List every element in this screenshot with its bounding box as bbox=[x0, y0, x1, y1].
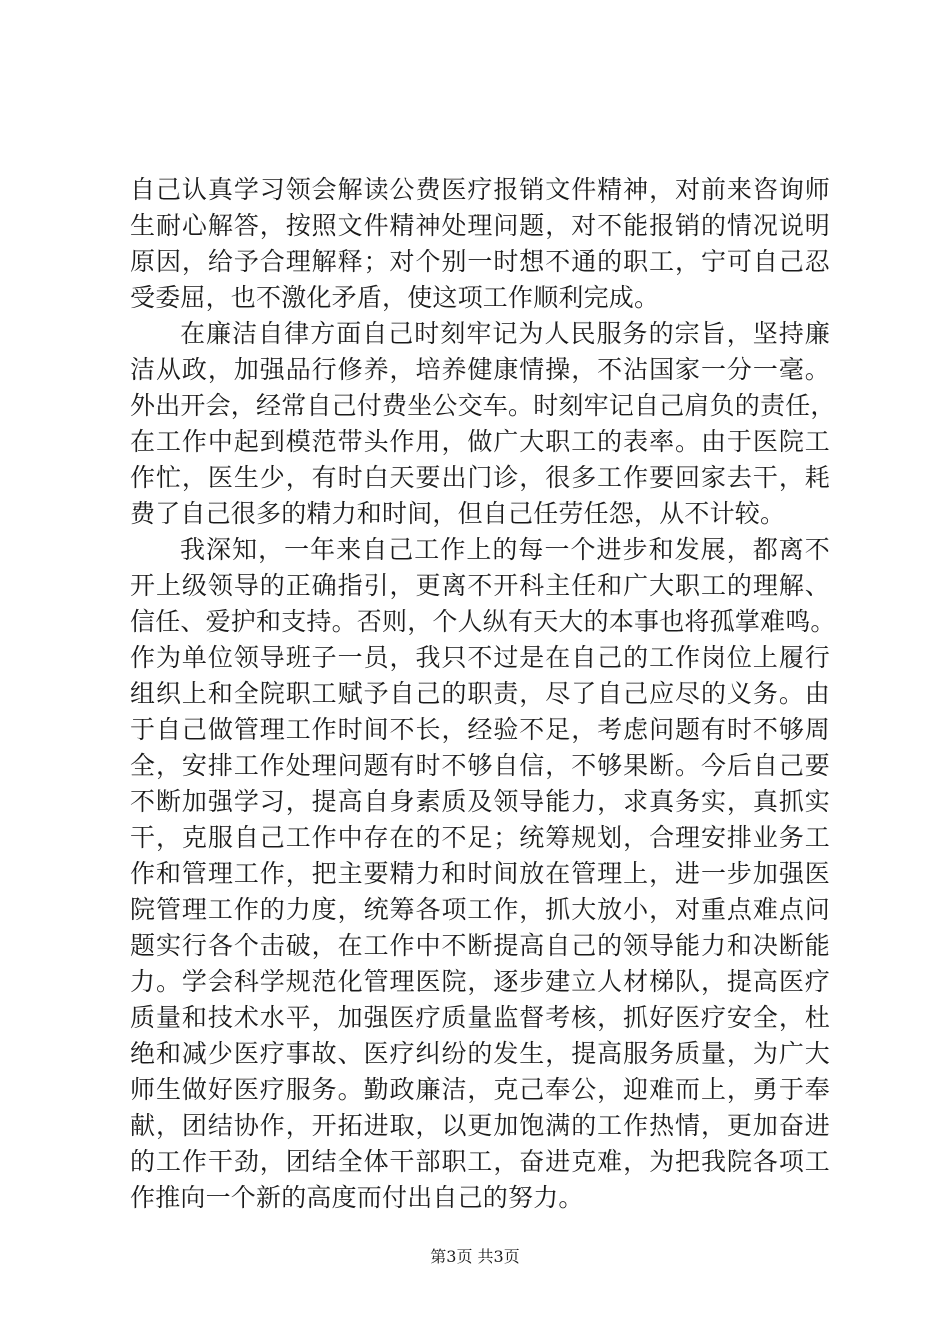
text-line: 洁从政，加强品行修养，培养健康情操，不沾国家一分一毫。 bbox=[130, 355, 830, 384]
text-line: 原因，给予合理解释；对个别一时想不通的职工，宁可自己忍 bbox=[130, 247, 830, 276]
text-line: 外出开会，经常自己付费坐公交车。时刻牢记自己肩负的责任， bbox=[130, 391, 836, 420]
text-line: 献，团结协作，开拓进取，以更加饱满的工作热情，更加奋进 bbox=[130, 1111, 830, 1140]
text-line: 干，克服自己工作中存在的不足；统筹规划，合理安排业务工 bbox=[130, 823, 830, 852]
text-line: 作为单位领导班子一员，我只不过是在自己的工作岗位上履行 bbox=[130, 643, 830, 672]
text-line: 信任、爱护和支持。否则，个人纵有天大的本事也将孤掌难鸣。 bbox=[130, 607, 836, 636]
text-line: 受委屈，也不激化矛盾，使这项工作顺利完成。 bbox=[130, 283, 660, 312]
page-number-footer: 第3页 共3页 bbox=[430, 1247, 520, 1266]
body-text bbox=[130, 172, 836, 1216]
text-line: 质量和技术水平，加强医疗质量监督考核，抓好医疗安全，杜 bbox=[130, 1003, 830, 1032]
text-line: 于自己做管理工作时间不长，经验不足，考虑问题有时不够周 bbox=[130, 715, 830, 744]
text-line: 的工作干劲，团结全体干部职工，奋进克难，为把我院各项工 bbox=[130, 1147, 830, 1176]
paragraph-first-line: 在廉洁自律方面自己时刻牢记为人民服务的宗旨，坚持廉 bbox=[180, 319, 830, 348]
text-line: 题实行各个击破，在工作中不断提高自己的领导能力和决断能 bbox=[130, 931, 830, 960]
text-line: 作推向一个新的高度而付出自己的努力。 bbox=[130, 1183, 584, 1212]
text-line: 费了自己很多的精力和时间，但自己任劳任怨，从不计较。 bbox=[130, 499, 786, 528]
text-line: 不断加强学习，提高自身素质及领导能力，求真务实，真抓实 bbox=[130, 787, 830, 816]
text-line: 作忙，医生少，有时白天要出门诊，很多工作要回家去干，耗 bbox=[130, 463, 830, 492]
text-line: 组织上和全院职工赋予自己的职责，尽了自己应尽的义务。由 bbox=[130, 679, 830, 708]
text-line: 生耐心解答，按照文件精神处理问题，对不能报销的情况说明 bbox=[130, 211, 830, 240]
text-line: 院管理工作的力度，统筹各项工作，抓大放小，对重点难点问 bbox=[130, 895, 830, 924]
text-line: 师生做好医疗服务。勤政廉洁，克己奉公，迎难而上，勇于奉 bbox=[130, 1075, 830, 1104]
text-line: 作和管理工作，把主要精力和时间放在管理上，进一步加强医 bbox=[130, 859, 830, 888]
paragraph-first-line: 我深知，一年来自己工作上的每一个进步和发展，都离不 bbox=[180, 535, 830, 564]
text-line: 自己认真学习领会解读公费医疗报销文件精神，对前来咨询师 bbox=[130, 175, 830, 204]
text-line: 力。学会科学规范化管理医院，逐步建立人材梯队，提高医疗 bbox=[130, 967, 830, 996]
text-line: 绝和减少医疗事故、医疗纠纷的发生，提高服务质量，为广大 bbox=[130, 1039, 830, 1068]
text-line: 在工作中起到模范带头作用，做广大职工的表率。由于医院工 bbox=[130, 427, 830, 456]
text-line: 开上级领导的正确指引，更离不开科主任和广大职工的理解、 bbox=[130, 571, 830, 600]
text-line: 全，安排工作处理问题有时不够自信，不够果断。今后自己要 bbox=[130, 751, 830, 780]
